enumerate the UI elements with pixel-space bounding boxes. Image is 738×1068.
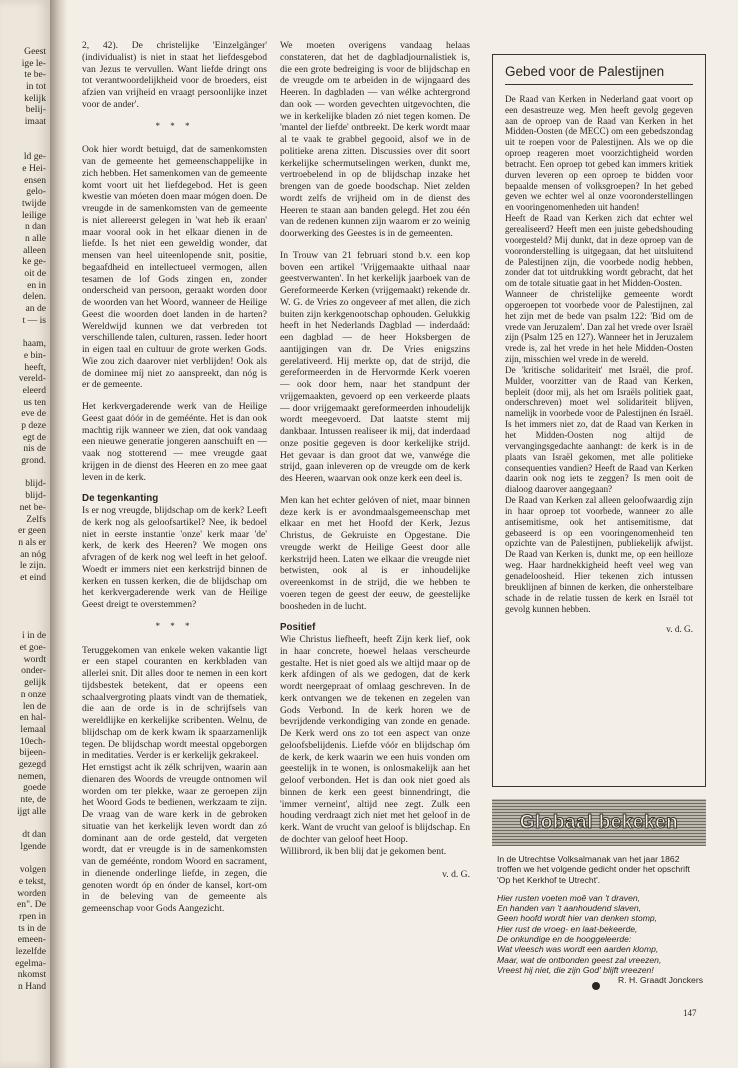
- edge-text-line: [0, 327, 50, 339]
- paragraph: Ook hier wordt betuigd, dat de samenkomsten van de gemeente het gemeenschappelijke in zich hebben. Het samenkomen van de gemeente komt voort uit het liefdegebod. Het is geen kwestie van móeten doen maar mógen doen. De vreugde in de samenkomsten van de gemeente is niet allereerst gelegen in 'wat heb ík eraan' maar vooral ook in het elkaar dienen in de liefde. Is het niet een geweldig wonder, dat mensen van heel uiteenlopende snit, positie, begaafdheid en intellectueel vermogen, allen tesamen de lof Gods zingen en, zonder onderscheid van persoon, geraakt worden door de woorden van het Woord, wanneer de Heilige Geest die woorden doet landen in de harten? Wereldwijd kunnen we dat verbreden tot verschillende talen, culturen, rassen. Ieder hoort in eigen taal en cultuur de grote werken Gods. Wie zou zich daarover niet verblijden! Ook als de dominee míj niet zo aanspreekt, dan nóg is er de gemeente.: [82, 144, 267, 391]
- edge-text-line: lemaal: [20, 723, 46, 735]
- edge-text-line: en". De: [17, 899, 46, 911]
- edge-text-line: wordt: [23, 653, 46, 665]
- section-heading-positief: Positief: [280, 622, 316, 634]
- poem-line: Hier rust de vroeg- en laat-bekeerde,: [497, 923, 638, 934]
- section-divider: * * *: [155, 120, 194, 131]
- page-number: 147: [683, 1008, 697, 1018]
- edge-text-line: vereld-: [18, 373, 46, 385]
- box-paragraph: De 'kritische solidariteit' met Israël, die prof. Mulder, voorzitter van de Raad van Kerken, bepleit (door mij, als het om Israëls politiek gaat, onderschreven) moet wel solidariteit blijven, namelijk in voorbede voor de Palestijnen én Israël. Is het immers niet zo, dat de Raad van Kerken in het Midden-Oosten nog altijd de vervangingsgedachte aanhangt: de kerk is in de plaats van Israël gekomen, met alle politieke consequenties vandien? Heeft de Raad van Kerken daarin ook nog iets te zeggen? Is men ooit de dialoog daarover aangegaan?: [505, 364, 693, 495]
- edge-text-line: heeft,: [24, 361, 46, 373]
- page-gutter: [50, 0, 68, 1068]
- section-divider: * * *: [155, 620, 194, 631]
- poem-line: De onkundige en de hooggeleerde:: [497, 934, 632, 945]
- poem-author: R. H. Graadt Jonckers: [617, 975, 703, 986]
- edge-text-line: blijd-: [25, 490, 46, 502]
- edge-text-line: eleerd: [22, 384, 46, 396]
- edge-text-line: gelijk: [24, 677, 46, 689]
- edge-text-line: gelo-: [26, 186, 46, 198]
- poem-line: Vreest hij niet, die zijn God' blijft vreezen!: [497, 964, 654, 975]
- edge-text-line: egt de: [22, 431, 46, 443]
- bullet-ornament: [592, 982, 600, 990]
- edge-text-line: n Hand: [18, 981, 46, 992]
- globaal-intro: In de Utrechtse Volksalmanak van het jaar 1862 troffen we het volgende gedicht onder het opschrift 'Op het Kerkhof te Utrecht'.: [497, 854, 690, 885]
- edge-text-line: 10ech-: [19, 735, 46, 747]
- poem-line: En handen van 't aanhoudend slaven,: [497, 903, 642, 914]
- edge-text-line: ke ge-: [22, 256, 46, 268]
- edge-text-line: lezelfde: [15, 945, 46, 957]
- adjacent-page-edge: [0, 0, 51, 1068]
- edge-text-line: goede: [23, 782, 46, 794]
- edge-text-line: eve de: [21, 408, 46, 420]
- edge-text-line: nis de: [23, 443, 46, 455]
- paragraph: In Trouw van 21 februari stond b.v. een kop boven een artikel 'Vrijgemaakte uithaal naar geestverwanten'. In het kerkelijk jaarboek van de Gereformeerde Kerken (vrijgemaakt) rekende dr. W. G. de Vries zo ongeveer af met allen, die zich buiten zijn kerkgenootschap ophouden. Gelukkig heeft in het Nederlands Dagblad — inderdaád: een dagblad — de heer Hoksbergen de aantijgingen van dr. De Vries enigszins gerelativeerd. Hij merkte op, dat de strijd, die gereformeerden in de Hervormde Kerk voeren — ook door hem, naar het standpunt der vrijgemaakten, gevoerd op een verkeerde plaats — door vrijgemaakt gereformeerden inhoudelijk wordt meegevoerd. Dat laatste stemt mij dankbaar. Intussen realiseer ik mij, dat inderdaad onze positie gegeven is door kerkelijke strijd. Het gevaar is dan groot dat we, vanwége die strijd, gaan inleveren op de vreugde om de kerk des Heeren, waarvan ook onze kerk een deel is.: [280, 249, 470, 484]
- edge-text-line: nkomst: [17, 969, 46, 981]
- edge-text-line: kelijk: [24, 92, 46, 104]
- edge-text-line: alleen: [23, 244, 46, 256]
- edge-text-line: [0, 140, 50, 152]
- edge-text-line: en in: [27, 279, 46, 291]
- edge-text-line: [0, 607, 50, 619]
- edge-text-line: rpen in: [19, 910, 46, 922]
- box-paragraph: De Raad van Kerken zal alleen geloofwaardig zijn in haar oproep tot voorbede, wanneer zo alle antisemitisme, ook het antisemitisme, dat gebaseerd is op een vooringenomenheid ten opzichte van de Palestijnen, publiekelijk afwijst. De Raad van Kerken is, dunkt me, op een heilloze weg. Haar hardnekkigheid heeft veel weg van genadeloosheid. Hier tekenen zich intussen breuklijnen af binnen de kerken, die onherstelbare schade in de relatie tussen de kerk en Israël tot gevolg kunnen hebben.: [505, 495, 693, 614]
- edge-text-line: t — is: [22, 314, 46, 326]
- edge-text-line: an de: [25, 303, 46, 315]
- paragraph: Het kerkvergaderende werk van de Heilige Geest gaat dóór in de geméénte. Het is dan ook machtig rijk wanneer we zien, dat ook vandaag een nieuwe generatie jongeren aanschuift en — vaak nog stotterend — mee vreugde gaat krijgen in de dienst des Heeren en zo mee gaat leven in de kerk.: [82, 401, 267, 483]
- edge-text-line: blijd-: [25, 478, 46, 490]
- paragraph: We moeten overigens vandaag helaas constateren, dat het de dagbladjournalistiek is, die een grote bedreiging is voor de blijdschap en de vreugde om te arbeiden in de wijngaard des Heeren. In dagbladen — van wélke achtergrond dan ook — worden gevechten uitgevochten, die we in kerkelijke bladen zó niet tegen komen. De 'mantel der liefde' ontbreekt. De kerk wordt maar al te vaak te grabbel gegooid, alsof we in de politieke arena zitten. Discussies over dit soort kerkelijke schermutselingen werken, dunkt me, vertroebelend in op de blijdschap inzake het brengen van de goede boodschap. Niet zelden wordt zelfs de vrijheid om in de dienst des Heeren te staan aan banden gelegd. Het zou één van de redenen kunnen zijn waarom er zo weinig doorwerking des Geestes is in de gemeenten.: [280, 40, 470, 239]
- edge-text-line: Zelfs: [26, 513, 46, 525]
- edge-text-line: emeen-: [17, 934, 46, 946]
- edge-text-line: dt dan: [22, 829, 46, 841]
- section-heading-tegenkanting: De tegenkanting: [82, 493, 159, 505]
- edge-text-line: ts in de: [18, 922, 46, 934]
- edge-text-line: n onze: [20, 688, 46, 700]
- edge-text-line: grond.: [21, 455, 46, 467]
- edge-text-line: egelma-: [15, 957, 46, 969]
- poem-line: Wat vleesch was wordt een aarden klomp,: [497, 944, 659, 955]
- edge-text-line: twijde: [22, 197, 46, 209]
- edge-text-line: le zijn.: [19, 560, 46, 572]
- edge-text-line: ensen: [24, 174, 46, 186]
- paragraph: Wie Christus liefheeft, heeft Zijn kerk lief, ook in haar concrete, hoewel helaas verscheurde gestalte. Het is niet goed als we altijd maar op de kerk afdingen of als we gedogen, dat de kerk wordt neergepraat of omlaag geschreven. In de kerk ontvangen we de tekenen en zegelen van Gods Verbond. In de kerk horen we de bevrijdende verkondiging van zonde en genade. De Kerk werd ons zo tot een aspect van onze geloofsbelijdenis. Liefde vóór en blijdschap óm de kerk, de kerk waarin we een huis vonden om geestelijk in te wonen, is onlosmakelijk aan het geloof verbonden. Het is dan ook niet goed als binnen de kerk een geest binnendringt, die 'immer verneint', altijd nee zegt. Zulk een houding verdraagt zich niet met het geloof in de kerk. Want de vrucht van geloof is blijdschap. En de dochter van geloof heet Hoop.: [280, 634, 470, 845]
- edge-text-line: p deze: [21, 420, 46, 431]
- poem: [497, 893, 703, 975]
- author-signature: v. d. G.: [442, 869, 470, 881]
- edge-text-line: [0, 852, 50, 864]
- poem-line: Geen hoofd wordt hier van denken stomp,: [497, 913, 658, 924]
- edge-text-line: [0, 619, 50, 631]
- paragraph: Is er nog vreugde, blijdschap om de kerk? Leeft de kerk nog als geloofsartikel? Nee, ik bedoel niet in eerste instantie 'onze' kerk maar 'de' kerk, de kerk des Heeren? We mogen ons afvragen of de kerk nog wel leeft in het geloof. Woedt er immers niet een kerkstrijd binnen de kerken en tussen kerken, die de blijdschap om het kerkvergaderende werk van de Heilige Geest dreigt te overstemmen?: [82, 505, 267, 610]
- edge-text-line: leilige: [22, 209, 46, 221]
- box-paragraph: Wanneer de christelijke gemeente wordt opgeroepen tot voorbede voor de Palestijnen, zal het zijn met de bede van psalm 122: 'Bid om de vrede van Jeruzalem'. Dan zal het vrede over Israël zijn (Psalm 125 en 127). Wanneer het in Jeruzalem vrede is, zal het vrede in het hele Midden-Oosten zijn, misschien wel vrede in de wereld.: [505, 289, 693, 365]
- edge-text-line: n dan: [24, 221, 46, 233]
- edge-text-line: Geest: [24, 46, 46, 57]
- edge-text-line: en hal-: [19, 712, 46, 724]
- edge-text-line: [0, 467, 50, 479]
- edge-text-line: ige le-: [21, 57, 46, 69]
- edge-text-line: e Hei-: [22, 162, 46, 174]
- edge-text-line: [0, 584, 50, 596]
- edge-text-line: volgen: [19, 864, 46, 876]
- edge-text-line: gezegd: [18, 758, 46, 770]
- paragraph: 2, 42). De christelijke 'Einzelgänger' (individualist) is niet in staat het liefdesgebod van Jezus te vervullen. Want liefde dringt ons tot verantwoordelijkheid voor de broeders, eist afzien van vrijheid en vraagt persoonlijke inzet voor de ander'.: [82, 40, 267, 110]
- closing-line: Willibrord, ik ben blij dat je gekomen bent.: [280, 845, 447, 857]
- edge-text-line: haam,: [22, 338, 46, 350]
- box-signature: v. d. G.: [666, 624, 693, 635]
- edge-text-line: lgende: [20, 840, 46, 852]
- article-column-2: [280, 40, 470, 881]
- poem-line: Maar, wat de ontbonden geest zal vreezen,: [497, 954, 662, 965]
- edge-text-line: net be-: [19, 501, 46, 513]
- edge-text-line: er geen: [18, 525, 46, 537]
- edge-text-line: nte, de: [20, 794, 46, 805]
- globaal-bekeken-title: Globaal bekeken: [519, 811, 679, 833]
- edge-text-line: te be-: [24, 69, 46, 81]
- edge-text-line: n alle: [24, 233, 46, 244]
- edge-text-line: [0, 128, 50, 140]
- paragraph: Het ernstigst acht ik zélk schrijven, waarin aan dienaren des Woords de vreugde ontnomen wil worden om ter plekke, waar ze geroepen zijn het Woord Gods te bedienen, werkzaam te zijn. De vraag van de ware kerk in de gebroken situatie van het kerkelijk leven wordt dan zó dominant aan de orde gesteld, dat vergeten wordt, dat er vreugde is in de samenkomsten van de geméénte, rondom Woord en sacrament, in dienende onderlinge liefde, in zegen, die genoten wordt óp en ónder de kansel, kort-om in de beleving van de gemeente als gemeenschap voor Gods Aangezicht.: [82, 762, 267, 914]
- edge-text-line: len de: [22, 700, 46, 712]
- edge-text-line: delen.: [22, 291, 46, 303]
- paragraph: Men kan het echter gelóven of niet, maar binnen deze kerk is er avondmaalsgemeenschap met elkaar en met het Hoofd der Kerk, Jezus Christus, de Gekruiste en Opgestane. Die vreugde werkt de Heilige Geest door alle kerkstrijd heen. Laten we elkaar die vreugde niet betwisten, ook al is er inhoudelijke overeenkomst in de strijd, die we hebben te voeren tegen de geest der eeuw, de geestelijke boosheden in de lucht.: [280, 494, 470, 612]
- box-title: Gebed voor de Palestijnen: [505, 67, 693, 85]
- edge-text-line: bijeen-: [19, 747, 46, 759]
- edge-text-line: [0, 817, 50, 829]
- edge-text-line: ld ge-: [23, 151, 46, 163]
- edge-text-line: in tot: [26, 81, 46, 93]
- globaal-bekeken-banner: [492, 799, 706, 846]
- edge-text-line: et eind: [20, 571, 46, 583]
- edge-text-line: nemen,: [18, 770, 46, 782]
- sidebar-box-gebed: [492, 54, 706, 787]
- globaal-bekeken-section: [497, 854, 703, 986]
- poem-line: Hier rusten voeten moê van 't draven,: [497, 892, 641, 903]
- article-column-1: [82, 40, 267, 925]
- edge-text-line: [0, 595, 50, 607]
- edge-text-line: i in de: [22, 630, 46, 642]
- edge-text-line: ijgt alle: [16, 805, 46, 817]
- paragraph: Teruggekomen van enkele weken vakantie ligt er een stapel couranten en kerkbladen van allerlei snit. Dit alles door te nemen in een kort tijdsbestek betekent, dat er opeens een schaalvergroting plaats vindt van de thematiek, die aan de orde is in de schrijfsels van wereldlijke en kerkelijke scribenten. Welnu, de blijdschap om de kerk kwam ik spaarzamenlijk tegen. De blijdschap wordt meestal opgeborgen in meditaties. Verder is er kerkelijk gekrakeel.: [82, 644, 267, 762]
- edge-text-line: et goe-: [19, 642, 46, 654]
- edge-text-line: imaat: [24, 116, 46, 128]
- edge-text-line: worden: [17, 887, 46, 899]
- edge-text-line: onder-: [21, 665, 46, 677]
- edge-text-line: n als er: [18, 536, 46, 548]
- edge-text-line: belij-: [25, 104, 46, 116]
- box-paragraph: De Raad van Kerken in Nederland gaat voort op een desastreuze weg. Men heeft gevolg gegeven aan de oproep van de Raad van Kerken in het Midden-Oosten (de MECC) om een gebedszondag uit te roepen voor de Palestijnen. Als we op die oproep reageren moet voorzichtigheid worden betracht. Een oproep tot gebed kan immers kritiek durven leveren op een oproep te bidden voor bepaalde mensen of volksgroepen? In het gebed geven we echter wel al onze vooronderstellingen en vooringenomenheden uit handen!: [505, 93, 693, 213]
- edge-text-line: an nóg: [20, 548, 46, 560]
- edge-text-line: e bin-: [23, 349, 46, 361]
- edge-text-line: oit de: [24, 268, 46, 280]
- edge-text-line: us ten: [23, 396, 46, 408]
- box-paragraph: Heeft de Raad van Kerken zich dat echter wel gerealiseerd? Heeft men een juiste gebedshouding voorgesteld? Mij dunkt, dat in deze oproep van de vooronderstelling is uitgegaan, dat het uitsluitend de Palestijnen zijn, die voorbede nodig hebben, zonder dat tot uitdrukking wordt gebracht, dat het om de totale situatie gaat in het Midden-Oosten.: [505, 213, 693, 289]
- edge-text-line: e tekst,: [18, 875, 46, 887]
